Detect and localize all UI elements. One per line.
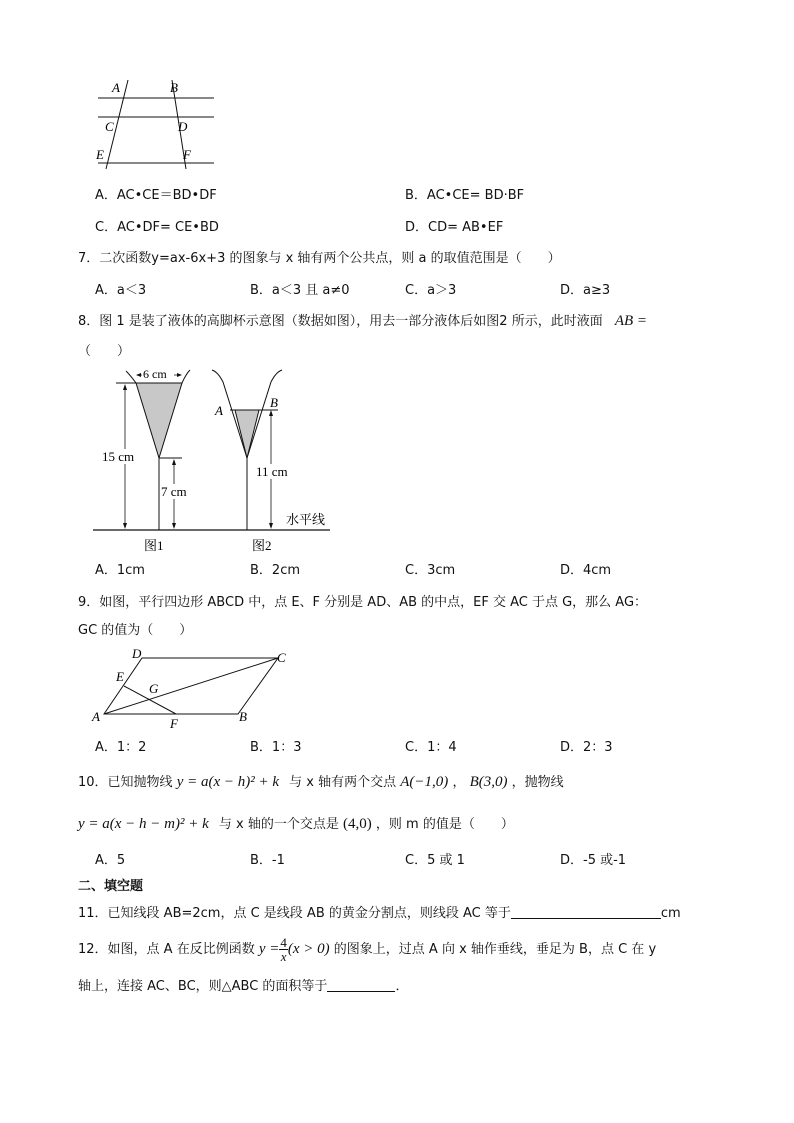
q9-option-d: D．2：3 xyxy=(560,740,613,755)
label-C: C xyxy=(105,119,114,134)
q8-stem xyxy=(78,312,647,331)
q10-formula1: y = a(x − h)² + k xyxy=(176,774,280,790)
q8-option-c: C．3cm xyxy=(405,563,456,578)
label-fig2-A: A xyxy=(215,403,223,418)
q12-text-a: 12．如图，点 A 在反比例函数 xyxy=(78,942,255,957)
q12-text-end: ． xyxy=(395,979,409,994)
q10-option-a: A．5 xyxy=(95,853,126,868)
q12-fraction xyxy=(279,936,288,963)
label-fig2-B: B xyxy=(270,395,278,410)
label-q9-C: C xyxy=(277,650,286,665)
q11-text: 11．已知线段 AB=2cm，点 C 是线段 AB 的黄金分割点，则线段 AC 等于 xyxy=(78,906,511,921)
q11-unit: cm xyxy=(660,906,681,921)
label-E: E xyxy=(96,147,104,162)
q7-option-c: C．a＞3 xyxy=(405,283,457,298)
goblet-figure xyxy=(90,362,350,557)
q12-func-lhs: y = xyxy=(258,941,280,957)
q11-answer-blank[interactable] xyxy=(511,918,661,919)
q10-stem-line1 xyxy=(78,773,564,792)
q9-option-a: A．1：2 xyxy=(95,740,147,755)
section-fill-in-blank: 二、填空题 xyxy=(78,879,144,894)
label-horizontal-line: 水平线 xyxy=(286,512,326,527)
q10-stem-line2 xyxy=(78,815,514,834)
parallel-lines-figure xyxy=(90,78,220,170)
parallelogram-figure xyxy=(90,646,300,732)
label-q9-A: A xyxy=(92,709,100,724)
label-11cm: 11 cm xyxy=(256,464,288,479)
q7-option-b: B．a＜3 且 a≠0 xyxy=(250,283,350,298)
q12-text-b: 的图象上，过点 A 向 x 轴作垂线，垂足为 B，点 C 在 y xyxy=(333,942,657,957)
q10-mid3: 与 x 轴的一个交点是 xyxy=(218,817,339,832)
q12-stem-line2 xyxy=(78,978,408,996)
label-q9-D: D xyxy=(132,646,142,661)
q11-stem xyxy=(78,905,681,923)
q9-stem-line2: GC 的值为（ ） xyxy=(78,623,193,638)
q8-option-d: D．4cm xyxy=(560,563,612,578)
q12-answer-blank[interactable] xyxy=(327,991,395,992)
q6-option-b: B．AC•CE= BD·BF xyxy=(405,188,525,203)
q10-tail: ，则 m 的值是（ ） xyxy=(375,817,514,832)
q9-option-c: C．1：4 xyxy=(405,740,457,755)
q10-option-c: C．5 或 1 xyxy=(405,853,465,868)
label-q9-B: B xyxy=(239,709,247,724)
label-q9-F: F xyxy=(170,716,178,731)
label-q9-G: G xyxy=(149,681,159,696)
q8-stem-tail: （ ） xyxy=(78,344,131,359)
q8-option-b: B．2cm xyxy=(250,563,301,578)
q10-point-4: (4,0) xyxy=(343,816,372,832)
q10-comma: ， xyxy=(452,775,466,790)
q10-prefix: 10．已知抛物线 xyxy=(78,775,173,790)
q12-stem-line1 xyxy=(78,934,656,964)
q10-option-b: B．-1 xyxy=(250,853,285,868)
q8-stem-math: AB = xyxy=(614,313,648,329)
label-A: A xyxy=(112,80,120,95)
label-15cm: 15 cm xyxy=(102,449,135,464)
q6-option-a: A．AC•CE＝BD•DF xyxy=(95,188,217,203)
q7-stem: 7．二次函数y=ax-6x+3 的图象与 x 轴有两个公共点，则 a 的取值范围是（ ） xyxy=(78,251,561,266)
label-D: D xyxy=(178,119,188,134)
q7-option-a: A．a＜3 xyxy=(95,283,147,298)
q10-formula2: y = a(x − h − m)² + k xyxy=(78,816,209,832)
label-q9-E: E xyxy=(116,669,124,684)
label-7cm: 7 cm xyxy=(161,484,187,499)
q12-fraction-num: 4 xyxy=(280,935,287,950)
q9-option-b: B．1：3 xyxy=(250,740,302,755)
label-B: B xyxy=(170,80,178,95)
q10-point-b: B(3,0) xyxy=(469,774,508,790)
q10-mid1: 与 x 轴有两个交点 xyxy=(289,775,397,790)
q6-option-c: C．AC•DF= CE•BD xyxy=(95,220,219,235)
q12-fraction-den: x xyxy=(280,949,287,964)
q9-stem-line1: 9．如图，平行四边形 ABCD 中，点 E、F 分别是 AD、AB 的中点，EF 交 AC 于点 G，那么 AG： xyxy=(78,595,648,610)
q12-text-c: 轴上，连接 AC、BC，则△ABC 的面积等于 xyxy=(78,979,328,994)
q6-option-d: D．CD= AB•EF xyxy=(405,220,504,235)
caption-fig1: 图1 xyxy=(144,538,164,553)
q7-option-d: D．a≥3 xyxy=(560,283,611,298)
q8-option-a: A．1cm xyxy=(95,563,145,578)
label-6cm: 6 cm xyxy=(143,367,167,381)
q10-mid2: ，抛物线 xyxy=(511,775,564,790)
q12-func-domain: (x > 0) xyxy=(287,941,330,957)
q10-point-a: A(−1,0) xyxy=(400,774,449,790)
caption-fig2: 图2 xyxy=(252,538,272,553)
q8-stem-text: 8．图 1 是装了液体的高脚杯示意图（数据如图），用去一部分液体后如图2 所示，此时液面 xyxy=(78,314,603,329)
label-F: F xyxy=(183,147,191,162)
q10-option-d: D．-5 或-1 xyxy=(560,853,627,868)
